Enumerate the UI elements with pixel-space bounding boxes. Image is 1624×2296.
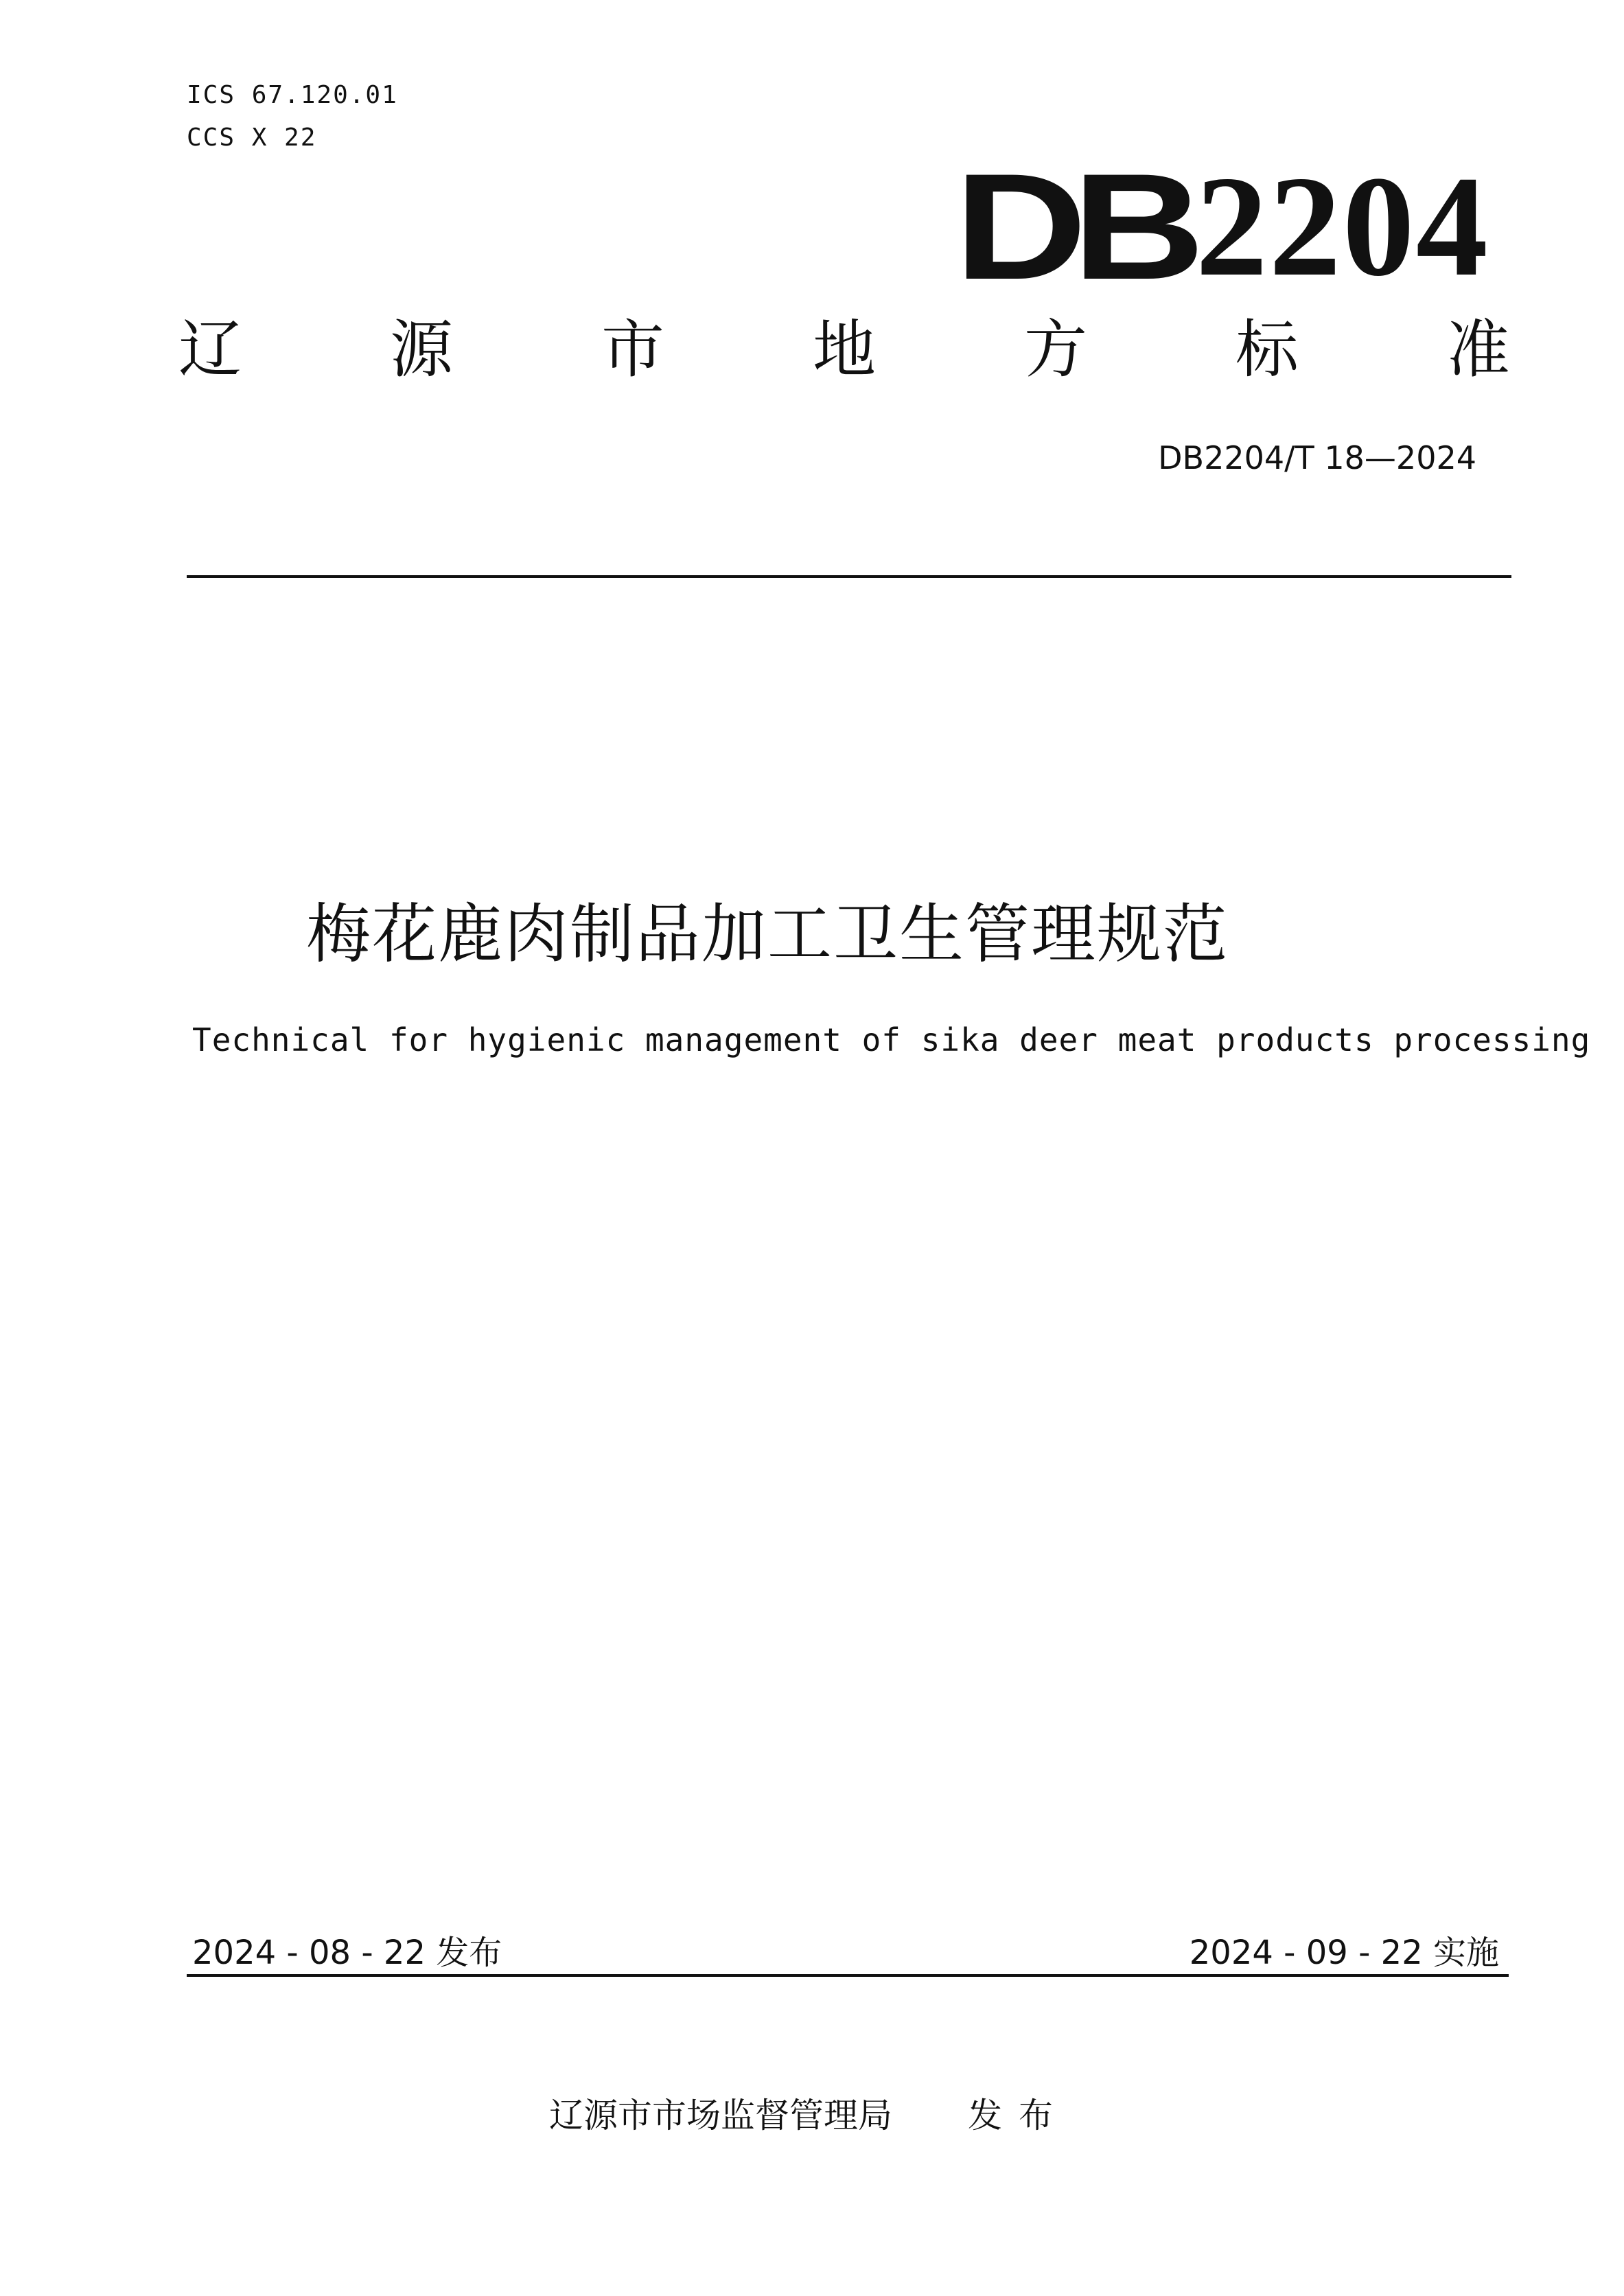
publisher-action: 发布 (968, 2096, 1069, 2135)
standard-type-char: 地 (812, 313, 876, 386)
db-logo-number: 2204 (1195, 147, 1489, 306)
db-logo (954, 142, 1489, 311)
standard-type-char: 辽 (178, 313, 242, 386)
ccs-code: CCS X 22 (187, 124, 317, 152)
db-logo-letters: DB (954, 142, 1190, 311)
standard-type-char: 标 (1235, 313, 1299, 386)
standard-type-heading (178, 312, 1510, 388)
top-divider (187, 575, 1511, 578)
title-english: Technical for hygienic management of sika deer meat products processing (192, 1021, 1591, 1058)
standard-type-char: 准 (1446, 313, 1510, 386)
standard-type-char: 源 (389, 313, 453, 386)
standard-type-char: 方 (1023, 313, 1087, 386)
implementation-date: 2024 - 09 - 22 实施 (1189, 1934, 1499, 1972)
publisher (549, 2088, 1069, 2137)
standard-code: DB2204/T 18—2024 (1158, 439, 1476, 476)
publisher-name: 辽源市市场监督管理局 (549, 2096, 892, 2135)
ics-code: ICS 67.120.01 (187, 81, 398, 109)
standard-type-char: 市 (601, 313, 664, 386)
issue-date: 2024 - 08 - 22 发布 (192, 1934, 502, 1972)
bottom-divider (187, 1974, 1509, 1977)
title-chinese: 梅花鹿肉制品加工卫生管理规范 (305, 897, 1229, 972)
